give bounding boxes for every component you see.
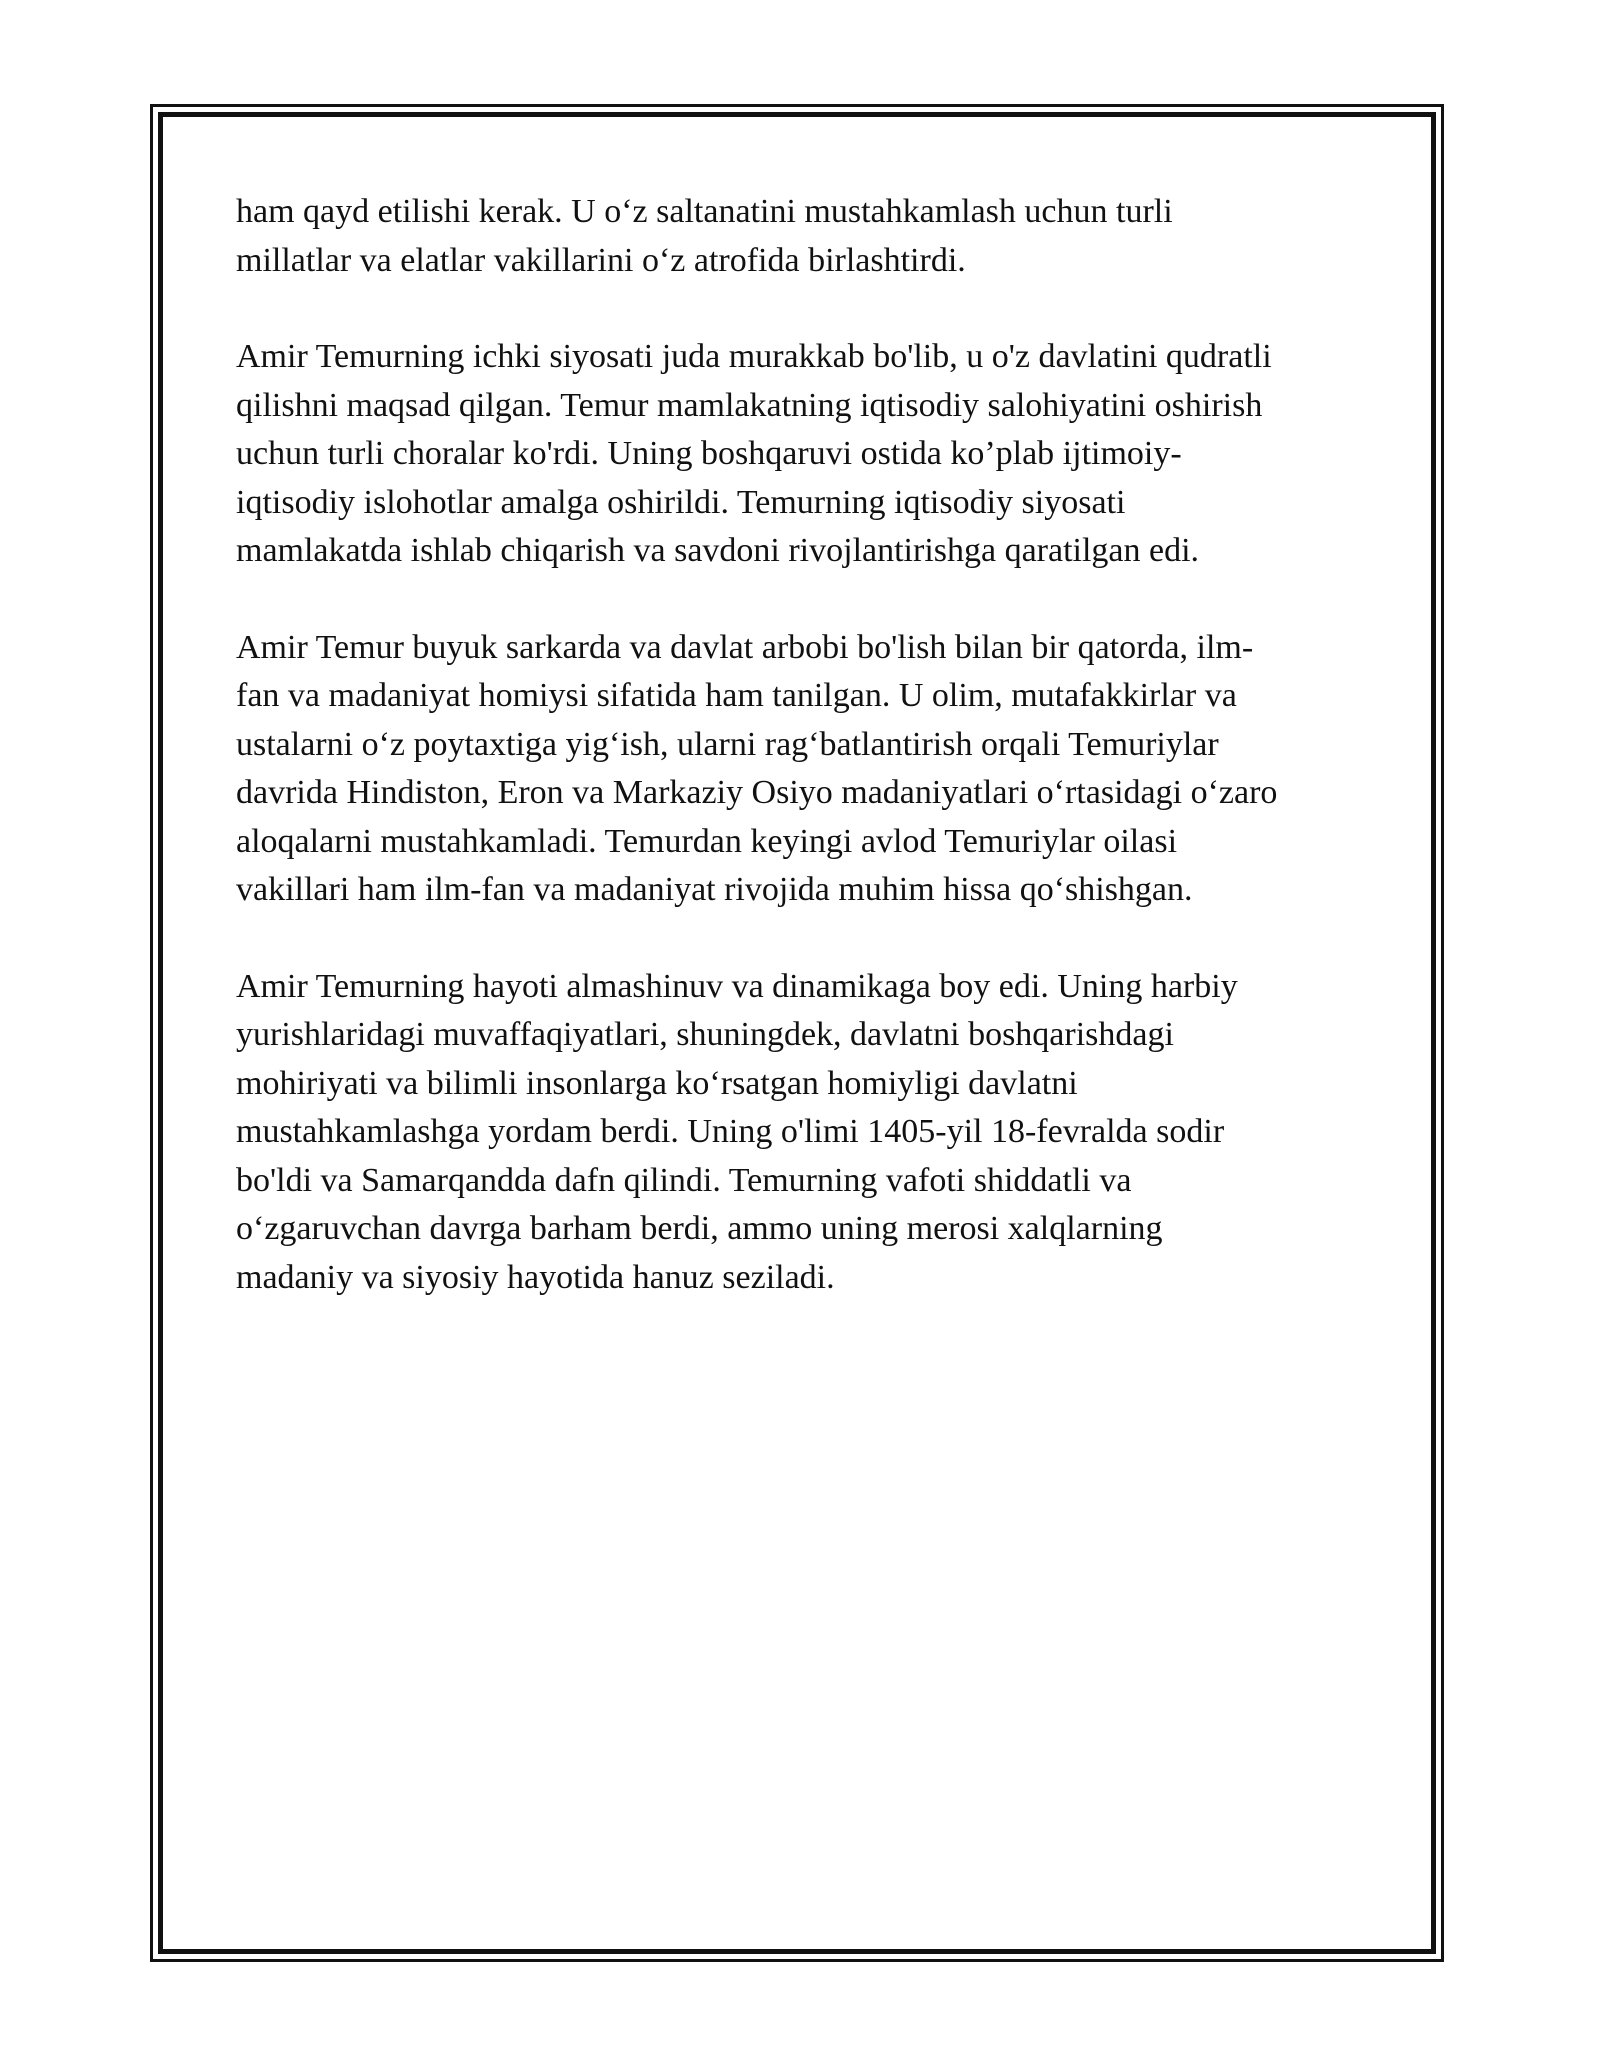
paragraph-3: Amir Temur buyuk sarkarda va davlat arbobi bo'lish bilan bir qatorda, ilm- fan va madaniyat homiysi sifatida ham tanilgan. U olim, mutafakkirlar va ustalarni o‘z poytaxtiga yig‘ish, ularni rag‘batlantirish orqali Temuriylar davrida Hindiston, Eron va Markaziy Osiyo madaniyatlari o‘rtasidagi o‘zaro aloqalarni mustahkamladi. Temurdan keyingi avlod Temuriylar oilasi vakillari ham ilm-fan va madaniyat rivojida muhim hissa qo‘shishgan.	[236, 628, 1278, 908]
body-text	[236, 188, 1366, 1350]
paragraph-2: Amir Temurning ichki siyosati juda murakkab bo'lib, u o'z davlatini qudratli qilishni maqsad qilgan. Temur mamlakatning iqtisodiy salohiyatini oshirish uchun turli choralar ko'rdi. Uning boshqaruvi ostida ko’plab ijtimoiy- iqtisodiy islohotlar amalga oshirildi. Temurning iqtisodiy siyosati mamlakatda ishlab chiqarish va savdoni rivojlantirishga qaratilgan edi.	[236, 338, 1272, 569]
paragraph-4: Amir Temurning hayoti almashinuv va dinamikaga boy edi. Uning harbiy yurishlaridagi muvaffaqiyatlari, shuningdek, davlatni boshqarishdagi mohiriyati va bilimli insonlarga ko‘rsatgan homiyligi davlatni mustahkamlashga yordam berdi. Uning o'limi 1405-yil 18-fevralda sodir bo'ldi va Samarqandda dafn qilindi. Temurning vafoti shiddatli va o‘zgaruvchan davrga barham berdi, ammo uning merosi xalqlarning madaniy va siyosiy hayotida hanuz seziladi.	[236, 967, 1238, 1296]
paragraph-1: ham qayd etilishi kerak. U o‘z saltanatini mustahkamlash uchun turli millatlar va elatlar vakillarini o‘z atrofida birlashtirdi.	[236, 193, 1173, 279]
